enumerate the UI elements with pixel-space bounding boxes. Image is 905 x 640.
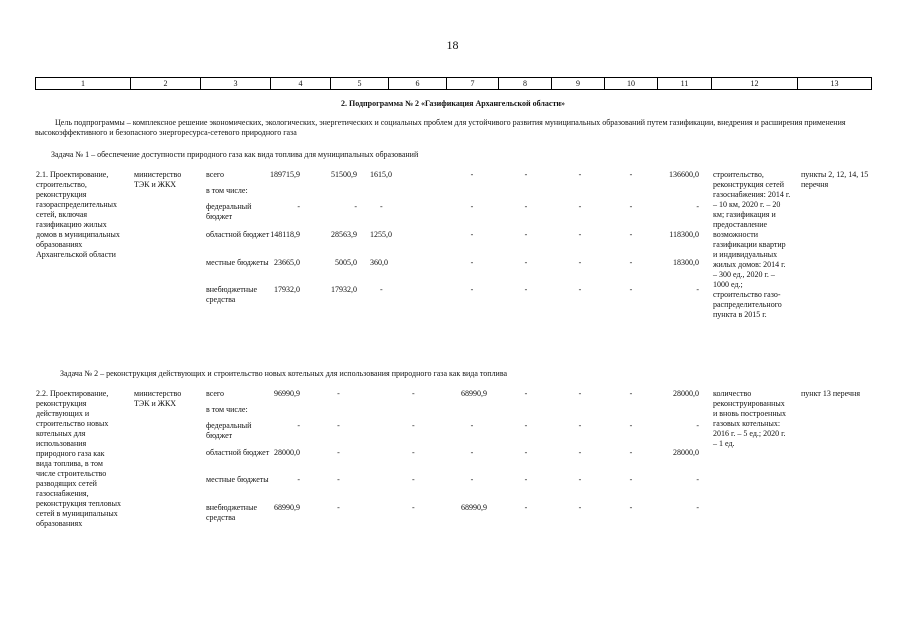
value-cell: - (337, 475, 340, 484)
value-cell: - (524, 389, 528, 398)
value-cell: - (578, 202, 582, 211)
value-cell: - (412, 389, 415, 398)
column-number: 7 (447, 78, 499, 90)
value-cell: - (470, 448, 474, 457)
value-cell: - (524, 230, 528, 239)
value-cell: 28000,0 (274, 448, 300, 457)
task-1-title: Задача № 1 – обеспечение доступности природного газа как вида топлива для муниципальных образований (51, 150, 419, 159)
value-cell: 68990,9 (461, 503, 487, 512)
column-number: 2 (131, 78, 201, 90)
value-cell: 17932,0 (274, 285, 300, 294)
value-cell: 1615,0 (370, 170, 392, 179)
value-cell: 136600,0 (669, 170, 699, 179)
value-cell: - (629, 202, 633, 211)
value-cell: - (629, 421, 633, 430)
value-cell: - (470, 170, 474, 179)
value-cell: - (524, 448, 528, 457)
value-cell: - (412, 503, 415, 512)
value-cell: - (297, 421, 300, 430)
column-number: 6 (389, 78, 447, 90)
activity-name: 2.2. Проектирование, реконструкция действующих и строительство новых котельных для использования природного газа как вида топлива, в том числе строительство разводящих сетей газоснабжения, реконструкция тепловых сетей в муниципальных образованиях (36, 389, 121, 528)
value-cell: 18300,0 (673, 258, 699, 267)
value-cell: 68990,9 (461, 389, 487, 398)
funding-source: федеральный бюджет (206, 421, 252, 440)
column-number: 10 (605, 78, 658, 90)
funding-source: областной бюджет (206, 230, 270, 239)
value-cell: - (524, 258, 528, 267)
funding-source: местные бюджеты (206, 475, 269, 484)
value-cell: 189715,9 (270, 170, 300, 179)
list-reference: пункты 2, 12, 14, 15 перечня (801, 170, 869, 189)
goal-text: Цель подпрограммы – комплексное решение экономических, экологических, энергетических и социальных проблем для устойчивого развития муниципальных образований путем газификации, внедрения и расширения применения высокоэффективного и безопасного энергоресурса-сетевого природного газа (35, 118, 846, 137)
value-cell: 28000,0 (673, 389, 699, 398)
value-cell: - (578, 475, 582, 484)
value-cell: 118300,0 (669, 230, 699, 239)
value-cell: - (524, 285, 528, 294)
column-number: 4 (271, 78, 331, 90)
value-cell: - (412, 475, 415, 484)
value-cell: - (578, 230, 582, 239)
value-cell: - (470, 230, 474, 239)
value-cell: - (629, 389, 633, 398)
value-cell: - (696, 285, 699, 294)
expected-result: количество реконструированных и вновь построенных газовых котельных: 2016 г. – 5 ед.; 2020 г. – 1 ед. (713, 389, 786, 448)
value-cell: - (412, 448, 415, 457)
task-2-title: Задача № 2 – реконструкция действующих и строительство новых котельных для использования природного газа как вида топлива (60, 369, 508, 378)
value-cell: - (629, 170, 633, 179)
value-cell: 5005,0 (335, 258, 357, 267)
column-number: 5 (331, 78, 389, 90)
value-cell: - (578, 170, 582, 179)
expected-result: строительство, реконструкция сетей газоснабжения: 2014 г. – 10 км, 2020 г. – 20 км; газификация и предоставление возможности газификации квартир и индивидуальных жилых домов: 2014 г. – 300 ед., 2020 г. – 1000 ед.; строительство газо-распределительного пункта в 2015 г. (713, 170, 791, 319)
column-number: 1 (36, 78, 131, 90)
funding-source: всего (206, 170, 225, 179)
value-cell: 51500,9 (331, 170, 357, 179)
executor: министерство ТЭК и ЖКХ (134, 170, 182, 189)
value-cell: 23665,0 (274, 258, 300, 267)
column-number: 8 (499, 78, 552, 90)
column-number: 13 (798, 78, 872, 90)
value-cell: - (578, 285, 582, 294)
column-number: 12 (712, 78, 798, 90)
value-cell: 360,0 (370, 258, 388, 267)
value-cell: - (578, 389, 582, 398)
value-cell: - (380, 285, 383, 294)
value-cell: - (524, 421, 528, 430)
funding-source: всего (206, 389, 225, 398)
value-cell: - (470, 475, 474, 484)
value-cell: - (337, 448, 340, 457)
value-cell: - (524, 170, 528, 179)
value-cell: - (470, 285, 474, 294)
value-cell: - (524, 202, 528, 211)
value-cell: - (696, 421, 699, 430)
page-number: 18 (446, 38, 459, 52)
value-cell: 68990,9 (274, 503, 300, 512)
funding-source: внебюджетные средства (206, 285, 257, 304)
subprogram-title: 2. Подпрограмма № 2 «Газификация Архангельской области» (340, 99, 566, 108)
value-cell: - (337, 389, 340, 398)
value-cell: 148118,9 (270, 230, 300, 239)
value-cell: 96990,9 (274, 389, 300, 398)
funding-source: в том числе: (206, 405, 248, 414)
value-cell: 1255,0 (370, 230, 392, 239)
funding-source: федеральный бюджет (206, 202, 252, 221)
value-cell: - (629, 230, 633, 239)
value-cell: - (524, 503, 528, 512)
value-cell: - (629, 448, 633, 457)
activity-name: 2.1. Проектирование, строительство, реконструкция газораспределительных сетей, включая газификацию жилых домов в муниципальных образованиях Архангельской области (36, 170, 120, 259)
value-cell: 28000,0 (673, 448, 699, 457)
funding-source: внебюджетные средства (206, 503, 257, 522)
list-reference: пункт 13 перечня (801, 389, 861, 398)
executor: министерство ТЭК и ЖКХ (134, 389, 182, 408)
value-cell: - (629, 258, 633, 267)
funding-source: местные бюджеты (206, 258, 269, 267)
value-cell: 17932,0 (331, 285, 357, 294)
value-cell: - (696, 202, 699, 211)
funding-source: в том числе: (206, 186, 248, 195)
value-cell: - (629, 285, 633, 294)
value-cell: - (524, 475, 528, 484)
value-cell: - (470, 258, 474, 267)
value-cell: - (578, 448, 582, 457)
value-cell: - (578, 258, 582, 267)
column-number: 11 (658, 78, 712, 90)
value-cell: 28563,9 (331, 230, 357, 239)
value-cell: - (696, 503, 699, 512)
value-cell: - (297, 475, 300, 484)
value-cell: - (337, 503, 340, 512)
column-number: 3 (201, 78, 271, 90)
value-cell: - (354, 202, 357, 211)
column-number: 9 (552, 78, 605, 90)
value-cell: - (578, 421, 582, 430)
value-cell: - (337, 421, 340, 430)
column-number-row (35, 77, 872, 90)
value-cell: - (696, 475, 699, 484)
funding-source: областной бюджет (206, 448, 270, 457)
value-cell: - (629, 475, 633, 484)
value-cell: - (297, 202, 300, 211)
value-cell: - (380, 202, 383, 211)
value-cell: - (470, 202, 474, 211)
value-cell: - (412, 421, 415, 430)
value-cell: - (578, 503, 582, 512)
value-cell: - (470, 421, 474, 430)
value-cell: - (629, 503, 633, 512)
